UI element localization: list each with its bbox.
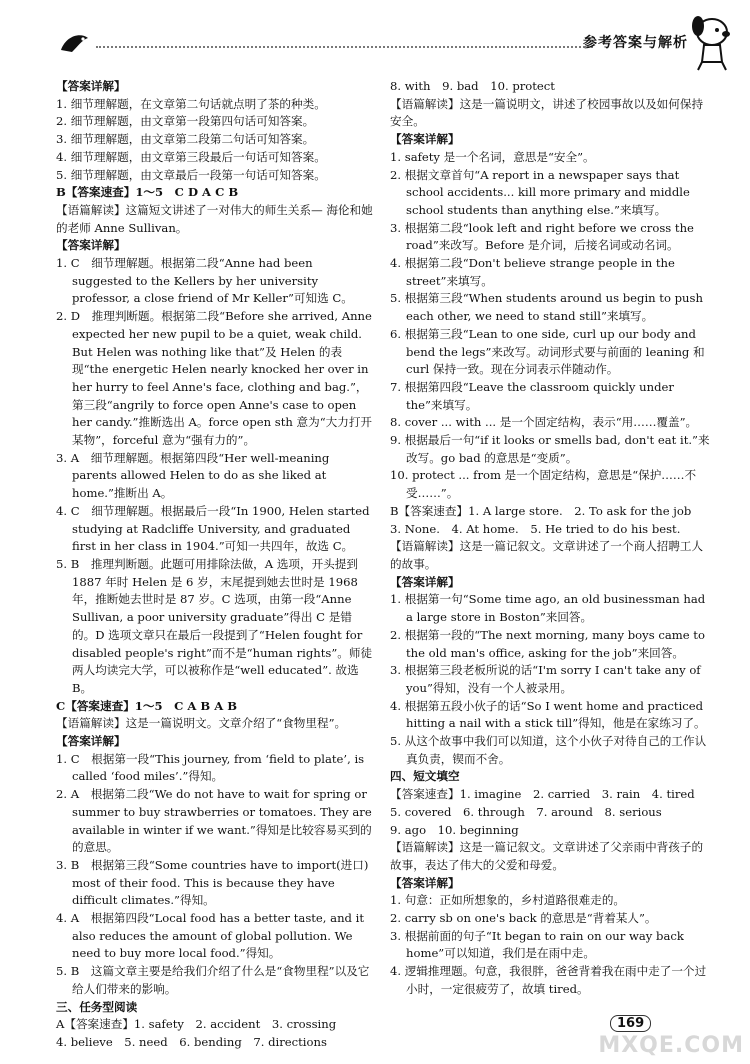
left-paragraph: 3. B 根据第三段“Some countries have to import(进口) most of their food. This is because they have difficult climates.”得知。 bbox=[56, 857, 369, 908]
right-paragraph: 3. 根据第二段“look left and right before we cross the road”来改写。Before 是介词，后接名词或动名词。 bbox=[390, 220, 694, 253]
right-paragraph: 【答案详解】 bbox=[390, 875, 460, 890]
page-number: 169 bbox=[610, 1015, 651, 1032]
right-paragraph: 10. protect ... from 是一个固定结构，意思是“保护……不受……”。 bbox=[390, 468, 697, 501]
right-paragraph: 4. 逻辑推理题。句意，我很胖，爸爸背着我在雨中走了一个过小时，一定很疲劳了，故填 tired。 bbox=[390, 964, 707, 996]
left-paragraph: 【语篇解读】这篇短文讲述了一对伟大的师生关系— 海伦和她的老师 Anne Sullivan。 bbox=[56, 202, 373, 235]
right-column bbox=[390, 78, 710, 999]
right-paragraph: 【答案速查】1. imagine 2. carried 3. rain 4. tired bbox=[390, 787, 695, 802]
right-paragraph: 5. 根据第三段“When students around us begin to push each other, we need to stand still”来填写。 bbox=[390, 291, 703, 324]
right-paragraph: 8. cover ... with ... 是一个固定结构，表示“用……覆盖”。 bbox=[390, 415, 698, 430]
left-paragraph: 1. 细节理解题，在文章第二句话就点明了茶的种类。 bbox=[56, 96, 326, 111]
right-paragraph: 9. 根据最后一句“if it looks or smells bad, don't eat it.”来改写。go bad 的意思是“变质”。 bbox=[390, 433, 710, 465]
right-paragraph: 5. covered 6. through 7. around 8. serious bbox=[390, 804, 662, 819]
right-paragraph: 1. 根据第一句“Some time ago, an old businessman had a large store in Boston”来回答。 bbox=[390, 592, 706, 625]
page-header bbox=[58, 18, 708, 64]
right-paragraph: 【答案详解】 bbox=[390, 132, 460, 147]
right-paragraph: 8. with 9. bad 10. protect bbox=[390, 79, 555, 93]
left-paragraph: 2. D 推理判断题。根据第二段“Before she arrived, Anne expected her new pupil to be a quiet, weak child. But Helen was nothing like that”及 Helen 的表现“the energetic Helen nearly knocked her over in her hurry to feel Anne's face, clothing and bag.”，第三段“angrily to force open Anne's case to open her candy.”推断选出 A。force open sth 意为“大力打开某物”，forceful 意为“强有力的”。 bbox=[56, 309, 373, 448]
left-paragraph: 4. believe 5. need 6. bending 7. directions bbox=[56, 1034, 327, 1049]
right-paragraph: 3. 根据第三段老板所说的话“I'm sorry I can't take any of you”得知，没有一个人被录用。 bbox=[390, 663, 701, 695]
right-paragraph: 6. 根据第三段“Lean to one side, curl up our body and bend the legs”来改写。动词形式要与前面的 leaning 和 curl 保持一致。现在分词表示伴随动作。 bbox=[390, 326, 705, 377]
right-paragraph: 【语篇解读】这是一篇说明文，讲述了校园事故以及如何保持安全。 bbox=[390, 96, 704, 129]
right-paragraph: 【语篇解读】这是一篇记叙文。文章讲述了一个商人招聘工人的故事。 bbox=[390, 539, 704, 571]
cartoon-dog-icon bbox=[686, 12, 738, 74]
right-paragraph: B【答案速查】1. A large store. 2. To ask for the job bbox=[390, 503, 692, 518]
left-paragraph: 2. 细节理解题，由文章第一段第四句话可知答案。 bbox=[56, 114, 315, 129]
left-paragraph: B【答案速查】1～5 C D A C B bbox=[56, 185, 239, 200]
right-paragraph: 5. 从这个故事中我们可以知道，这个小伙子对待自己的工作认真负责，锲而不舍。 bbox=[390, 734, 707, 766]
left-paragraph: 【答案详解】 bbox=[56, 734, 126, 749]
right-paragraph: 3. 根据前面的句子“It began to rain on our way back home”可以知道，我们是在雨中走。 bbox=[390, 928, 684, 961]
left-paragraph: 【答案详解】 bbox=[56, 79, 126, 93]
left-paragraph: 【答案详解】 bbox=[56, 238, 126, 253]
left-paragraph: 3. 细节理解题，由文章第二段第二句话可知答案。 bbox=[56, 132, 315, 147]
right-paragraph: 1. safety 是一个名词，意思是“安全”。 bbox=[390, 149, 595, 164]
right-paragraph: 4. 根据第二段“Don't believe strange people in the street”来填写。 bbox=[390, 256, 675, 288]
right-paragraph: 四、短文填空 bbox=[390, 769, 460, 784]
right-paragraph: 9. ago 10. beginning bbox=[390, 822, 519, 837]
right-paragraph: 【语篇解读】这是一篇记叙文。文章讲述了父亲雨中背孩子的故事，表达了伟大的父爱和母爱。 bbox=[390, 840, 704, 872]
left-column bbox=[56, 78, 374, 1052]
right-paragraph: 3. None. 4. At home. 5. He tried to do his best. bbox=[390, 521, 681, 536]
right-paragraph: 1. 句意：正如所想象的，乡村道路很难走的。 bbox=[390, 893, 626, 908]
right-paragraph: 2. 根据第一段的“The next morning, many boys came to the old man's office, asking for the job”来回答。 bbox=[390, 627, 705, 660]
right-paragraph: 7. 根据第四段“Leave the classroom quickly under the”来填写。 bbox=[390, 379, 674, 412]
left-paragraph: C【答案速查】1～5 C A B A B bbox=[56, 698, 238, 713]
header-dotted-rule bbox=[96, 46, 593, 48]
left-paragraph: 1. C 细节理解题。根据第二段“Anne had been suggested to the Kellers by her university professor, a close friend of Mr Keller”可知选 C。 bbox=[56, 256, 353, 306]
right-paragraph: 4. 根据第五段小伙子的话“So I went home and practiced hitting a nail with a stick till”得知，他是在家练习了。 bbox=[390, 698, 706, 731]
left-paragraph: 4. C 细节理解题。根据最后一段“In 1900, Helen started studying at Radcliffe University, and graduated first in her class in 1904.”可知一共四年，故选 C。 bbox=[56, 503, 370, 554]
right-paragraph: 【答案详解】 bbox=[390, 574, 460, 589]
left-paragraph: 4. A 根据第四段“Local food has a better taste, and it also reduces the amount of global pollution. We need to buy more local food.”得知。 bbox=[56, 911, 365, 961]
left-paragraph: 3. A 细节理解题。根据第四段“Her well-meaning parents allowed Helen to do as she liked at home.”推断出 A。 bbox=[56, 450, 330, 501]
right-paragraph: 2. 根据文章首句“A report in a newspaper says that school accidents... kill more primary and middle school students than anything else.”来填写。 bbox=[390, 167, 690, 217]
left-paragraph: 2. A 根据第二段“We do not have to wait for spring or summer to buy strawberries or tomatoes. They are available in winter if we want.”得知是比较容易买到的的意思。 bbox=[56, 787, 372, 855]
header-title: 参考答案与解析 bbox=[583, 35, 688, 51]
left-paragraph: 5. B 这篇文章主要是给我们介绍了什么是“食物里程”以及它给人们带来的影响。 bbox=[56, 964, 370, 996]
left-paragraph: 5. 细节理解题，由文章最后一段第一句话可知答案。 bbox=[56, 167, 326, 182]
left-paragraph: 【语篇解读】这是一篇说明文。文章介绍了“食物里程”。 bbox=[56, 716, 347, 731]
left-paragraph: 5. B 推理判断题。此题可用排除法做，A 选项，开头提到 1887 年时 Helen 是 6 岁，末尾提到她去世时是 1968 年，推断她去世时是 87 岁。C 选项，由第一段“Anne Sullivan, a poor university graduate”得出 C 是错的。D 选项文章只在最后一段提到了“Helen fought for disabled people's right”而不是“human rights”。师徒两人均读完大学，可以被称作是“well educated”. 故选 B。 bbox=[56, 556, 373, 695]
left-paragraph: 三、任务型阅读 bbox=[56, 999, 138, 1014]
left-paragraph: 4. 细节理解题，由文章第三段最后一句话可知答案。 bbox=[56, 149, 326, 164]
watermark: MXQE.COM bbox=[598, 1033, 744, 1058]
bird-logo-icon bbox=[58, 30, 92, 56]
left-paragraph: 1. C 根据第一段“This journey, from ‘field to plate’, is called ‘food miles’.”得知。 bbox=[56, 751, 365, 784]
left-paragraph: A【答案速查】1. safety 2. accident 3. crossing bbox=[56, 1017, 337, 1032]
right-paragraph: 2. carry sb on one's back 的意思是“背着某人”。 bbox=[390, 911, 657, 926]
